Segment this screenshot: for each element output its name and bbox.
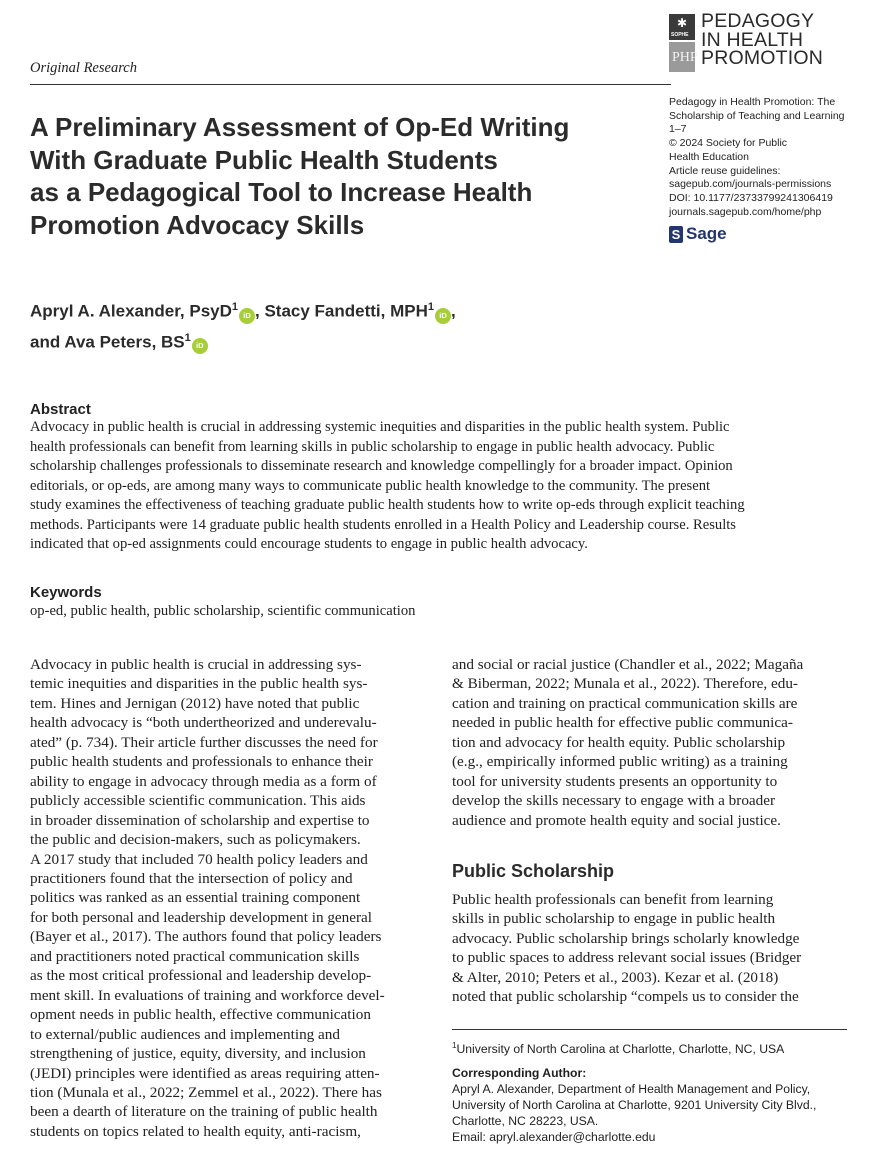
- keywords-heading: Keywords: [30, 584, 102, 601]
- affiliation-mark: 1: [184, 331, 191, 344]
- abstract-heading: Abstract: [30, 401, 91, 418]
- title-line: Promotion Advocacy Skills: [30, 209, 365, 240]
- abstract-line: indicated that op-ed assignments could encourage students to engage in public health advocacy.: [30, 536, 588, 552]
- corresponding-author: [452, 1065, 816, 1145]
- body-line: A 2017 study that included 70 health policy leaders and: [30, 850, 368, 868]
- author-line: [30, 294, 456, 325]
- affiliation-footnote: [452, 1038, 784, 1057]
- sage-logo: [669, 224, 727, 244]
- footnote-text: University of North Carolina at Charlotte, Charlotte, NC, USA: [456, 1042, 785, 1057]
- body-line: the public and decision-makers, such as policymakers.: [30, 831, 361, 849]
- body-line: temic inequities and disparities in the public health sys-: [30, 675, 368, 693]
- body-line: & Biberman, 2022; Munala et al., 2022). Therefore, edu-: [452, 675, 798, 693]
- corresponding-line: University of North Carolina at Charlotte, 9201 University City Blvd.,: [452, 1098, 817, 1112]
- meta-journal-subtitle: Scholarship of Teaching and Learning: [669, 109, 845, 122]
- body-line: Advocacy in public health is crucial in addressing sys-: [30, 656, 362, 673]
- body-line: skills in public scholarship to engage in public health: [452, 910, 776, 928]
- abstract-line: health professionals can benefit from learning skills in public scholarship to engage in public health advocacy. Public: [30, 438, 715, 455]
- orcid-icon[interactable]: iD: [435, 308, 451, 324]
- author-list: [30, 294, 456, 355]
- keywords-text: op-ed, public health, public scholarship, scientific communication: [30, 603, 416, 619]
- body-line: Public health professionals can benefit from learning: [452, 891, 774, 908]
- title-line: With Graduate Public Health Students: [30, 144, 498, 175]
- orcid-icon[interactable]: iD: [239, 308, 255, 324]
- abstract-body: [30, 418, 847, 555]
- body-line: and social or racial justice (Chandler et al., 2022; Magaña: [452, 656, 804, 673]
- journal-meta: [669, 96, 869, 219]
- body-line: publicly accessible scientific communication. This aids: [30, 792, 366, 810]
- affiliation-mark: 1: [231, 301, 238, 313]
- meta-journal-name: Pedagogy in Health Promotion: The: [669, 96, 836, 108]
- author-name: Apryl A. Alexander, PsyD: [30, 301, 232, 321]
- sophe-badge-label: SOPHE: [671, 32, 689, 38]
- body-line: to public spaces to address relevant social issues (Bridger: [452, 949, 802, 967]
- body-line: audience and promote health equity and social justice.: [452, 811, 781, 829]
- body-column-right-section: [452, 890, 847, 1007]
- meta-permissions-link[interactable]: sagepub.com/journals-permissions: [669, 178, 832, 191]
- body-line: as the most critical professional and leadership develop-: [30, 967, 372, 985]
- body-line: noted that public scholarship “compels us to consider the: [452, 988, 799, 1006]
- affiliation-mark: 1: [427, 301, 434, 313]
- body-line: tem. Hines and Jernigan (2012) have noted that public: [30, 694, 360, 712]
- body-line: ment skill. In evaluations of training and workforce devel-: [30, 986, 385, 1004]
- body-line: been a dearth of literature on the training of public health: [30, 1103, 378, 1121]
- sage-s-icon: S: [669, 226, 683, 243]
- body-line: advocacy. Public scholarship brings scholarly knowledge: [452, 929, 800, 947]
- corresponding-email[interactable]: Email: apryl.alexander@charlotte.edu: [452, 1130, 656, 1144]
- title-line: A Preliminary Assessment of Op-Ed Writing: [30, 112, 570, 142]
- body-line: and practitioners noted practical communication skills: [30, 947, 360, 965]
- title-line: as a Pedagogical Tool to Increase Health: [30, 177, 533, 207]
- body-line: tion and advocacy for health equity. Public scholarship: [452, 733, 786, 751]
- body-line: politics was ranked as an essential training component: [30, 889, 361, 907]
- meta-doi[interactable]: DOI: 10.1177/23733799241306419: [669, 191, 833, 204]
- body-column-right: [452, 655, 847, 830]
- body-line: develop the skills necessary to engage with a broader: [452, 792, 776, 810]
- journal-logo-badge: [669, 14, 698, 72]
- abstract-line: scholarship challenges professionals to disseminate research and knowledge compellingly for a broader impact. Opinion: [30, 458, 733, 474]
- meta-journal-link[interactable]: journals.sagepub.com/home/php: [669, 205, 822, 218]
- sophe-badge: [669, 14, 695, 40]
- journal-logo-line: PEDAGOGY: [701, 10, 815, 32]
- body-line: practitioners found that the intersection of policy and: [30, 869, 353, 887]
- body-line: in broader dissemination of scholarship and expertise to: [30, 811, 370, 829]
- star-icon: ✱: [677, 16, 688, 30]
- body-line: public health students and professionals to enhance their: [30, 753, 373, 771]
- section-heading: Public Scholarship: [452, 861, 615, 881]
- author-name: , Stacy Fandetti, MPH: [255, 301, 428, 321]
- corresponding-line: Charlotte, NC 28223, USA.: [452, 1114, 599, 1128]
- meta-reuse-label: Article reuse guidelines:: [669, 164, 781, 177]
- body-line: strengthening of justice, equity, diversity, and inclusion: [30, 1045, 366, 1063]
- body-column-left: [30, 655, 425, 1141]
- abstract-line: methods. Participants were 14 graduate public health students enrolled in a Health Policy and Leadership course. Results: [30, 516, 736, 533]
- php-badge: [669, 42, 698, 72]
- footnote-rule: [452, 1029, 847, 1030]
- body-line: students on topics related to health equity, anti-racism,: [30, 1122, 361, 1140]
- author-separator: ,: [451, 301, 456, 321]
- body-line: cation and training on practical communication skills are: [452, 694, 798, 712]
- orcid-icon[interactable]: iD: [192, 338, 208, 354]
- body-line: tion (Munala et al., 2022; Zemmel et al., 2022). There has: [30, 1083, 382, 1101]
- footnote-mark: 1: [452, 1041, 457, 1050]
- corresponding-line: Apryl A. Alexander, Department of Health Management and Policy,: [452, 1082, 811, 1096]
- body-line: ability to engage in advocacy through media as a form of: [30, 772, 377, 790]
- body-line: for both personal and leadership development in general: [30, 908, 373, 926]
- author-name: and Ava Peters, BS: [30, 332, 185, 352]
- body-line: health advocacy is “both undertheorized and underevalu-: [30, 714, 377, 732]
- meta-copyright-holder: Health Education: [669, 150, 749, 163]
- body-line: to external/public audiences and implementing and: [30, 1025, 340, 1043]
- journal-logo-line: PROMOTION: [701, 47, 824, 69]
- journal-logo-line: IN HEALTH: [701, 28, 804, 51]
- journal-logo-text: [701, 12, 823, 68]
- body-line: opment needs in public health, effective communication: [30, 1006, 371, 1024]
- meta-copyright: © 2024 Society for Public: [669, 137, 788, 150]
- header-rule: [30, 84, 671, 85]
- php-badge-label: PHP: [672, 50, 698, 65]
- body-line: (e.g., empirically informed public writing) as a training: [452, 753, 788, 771]
- abstract-line: study examines the effectiveness of teaching graduate public health students how to write op-eds through explicit teaching: [30, 497, 745, 513]
- section-label: Original Research: [30, 60, 137, 76]
- corresponding-heading: Corresponding Author:: [452, 1066, 587, 1080]
- body-line: (JEDI) principles were identified as areas requiring atten-: [30, 1064, 380, 1082]
- body-line: tool for university students presents an opportunity to: [452, 772, 778, 790]
- body-line: (Bayer et al., 2017). The authors found that policy leaders: [30, 928, 382, 946]
- article-title: [30, 111, 630, 241]
- abstract-line: editorials, or op-eds, are among many ways to communicate public health knowledge to the community. The present: [30, 477, 711, 494]
- author-line: [30, 325, 456, 356]
- meta-pages: 1–7: [669, 123, 687, 136]
- publisher-name: Sage: [686, 224, 727, 243]
- abstract-line: Advocacy in public health is crucial in addressing systemic inequities and disparities in the public health system. Public: [30, 419, 730, 435]
- body-line: ated” (p. 734). Their article further discusses the need for: [30, 733, 378, 751]
- body-line: needed in public health for effective public communica-: [452, 714, 793, 732]
- body-line: & Alter, 2010; Peters et al., 2003). Kezar et al. (2018): [452, 968, 779, 986]
